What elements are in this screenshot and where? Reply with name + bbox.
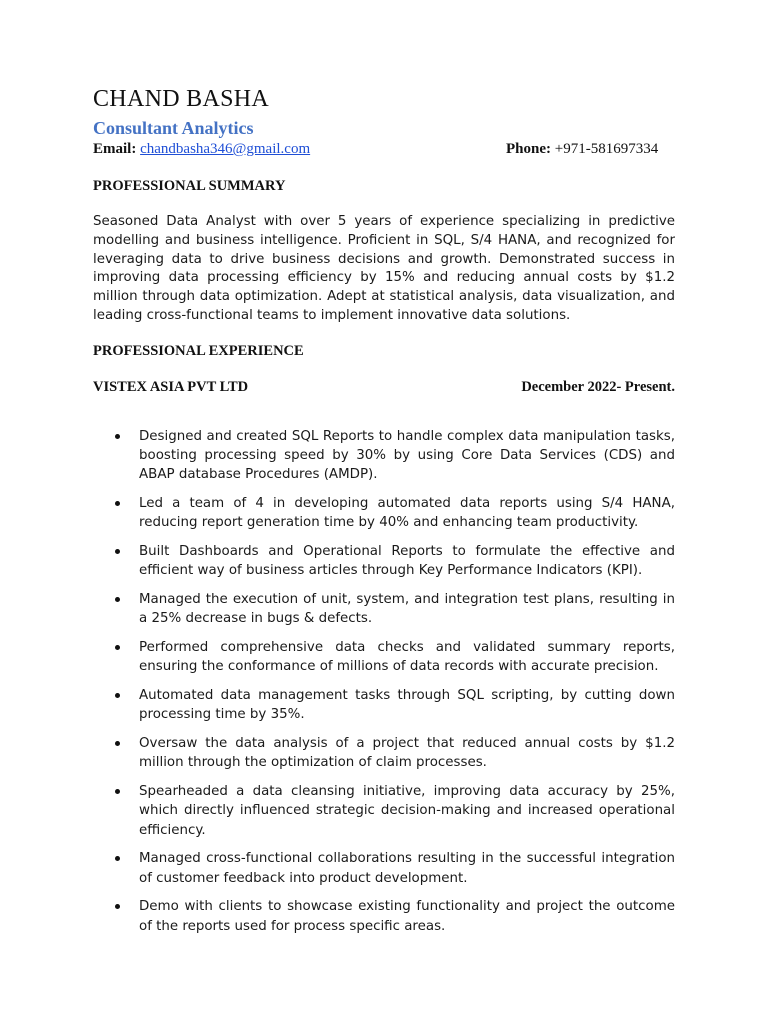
bullet-text: Automated data management tasks through SQL scripting, by cutting down processing time by 35%. xyxy=(139,688,675,723)
bullet-text: Performed comprehensive data checks and validated summary reports, ensuring the conformance of millions of data records with accurate precision. xyxy=(139,640,675,675)
phone-number: +971-581697334 xyxy=(554,141,659,157)
list-item xyxy=(112,897,675,935)
bullet-icon xyxy=(115,501,120,506)
list-item xyxy=(112,494,675,532)
bullet-icon xyxy=(115,789,120,794)
list-item xyxy=(112,542,675,580)
employment-dates: December 2022- Present. xyxy=(521,379,675,395)
candidate-name: CHAND BASHA xyxy=(93,86,269,112)
email-link[interactable]: chandbasha346@gmail.com xyxy=(140,141,311,157)
bullet-text: Spearheaded a data cleansing initiative, improving data accuracy by 25%, which directly influenced strategic decision-making and increased operational efficiency. xyxy=(139,784,675,838)
list-item xyxy=(112,590,675,628)
list-item xyxy=(112,686,675,724)
bullet-icon xyxy=(115,741,120,746)
bullet-icon xyxy=(115,904,120,909)
bullet-text: Led a team of 4 in developing automated data reports using S/4 HANA, reducing report generation time by 40% and enhancing team productivity. xyxy=(139,496,675,531)
list-item xyxy=(112,849,675,887)
list-item xyxy=(112,734,675,772)
bullet-icon xyxy=(115,549,120,554)
bullet-icon xyxy=(115,645,120,650)
bullet-text: Managed the execution of unit, system, and integration test plans, resulting in a 25% decrease in bugs & defects. xyxy=(139,592,675,627)
job-title: Consultant Analytics xyxy=(93,118,254,138)
experience-bullets xyxy=(112,427,675,945)
summary-heading: PROFESSIONAL SUMMARY xyxy=(93,178,286,194)
bullet-text: Managed cross-functional collaborations resulting in the successful integration of customer feedback into product development. xyxy=(139,851,675,886)
list-item xyxy=(112,782,675,840)
email-line xyxy=(93,141,310,158)
phone-line xyxy=(506,141,658,158)
bullet-text: Designed and created SQL Reports to handle complex data manipulation tasks, boosting processing speed by 30% by using Core Data Services (CDS) and ABAP database Procedures (AMDP). xyxy=(139,429,675,483)
bullet-text: Oversaw the data analysis of a project that reduced annual costs by $1.2 million through the optimization of claim processes. xyxy=(139,736,675,771)
experience-heading: PROFESSIONAL EXPERIENCE xyxy=(93,343,304,359)
email-label: Email: xyxy=(93,141,137,157)
summary-text: Seasoned Data Analyst with over 5 years of experience specializing in predictive modelling and business intelligence. Proficient in SQL, S/4 HANA, and recognized for leveraging data to drive business decisions and growth. Demonstrated success in improving data processing efficiency by 15% and reducing annual costs by $1.2 million through data optimization. Adept at statistical analysis, data visualization, and leading cross-functional teams to implement innovative data solutions. xyxy=(93,214,675,323)
bullet-text: Built Dashboards and Operational Reports to formulate the effective and efficient way of business articles through Key Performance Indicators (KPI). xyxy=(139,544,675,579)
bullet-icon xyxy=(115,693,120,698)
bullet-icon xyxy=(115,856,120,861)
list-item xyxy=(112,427,675,485)
phone-label: Phone: xyxy=(506,141,551,157)
company-name: VISTEX ASIA PVT LTD xyxy=(93,379,249,395)
company-row xyxy=(93,379,675,396)
bullet-icon xyxy=(115,597,120,602)
list-item xyxy=(112,638,675,676)
bullet-text: Demo with clients to showcase existing functionality and project the outcome of the reports used for process specific areas. xyxy=(139,899,675,934)
bullet-icon xyxy=(115,434,120,439)
